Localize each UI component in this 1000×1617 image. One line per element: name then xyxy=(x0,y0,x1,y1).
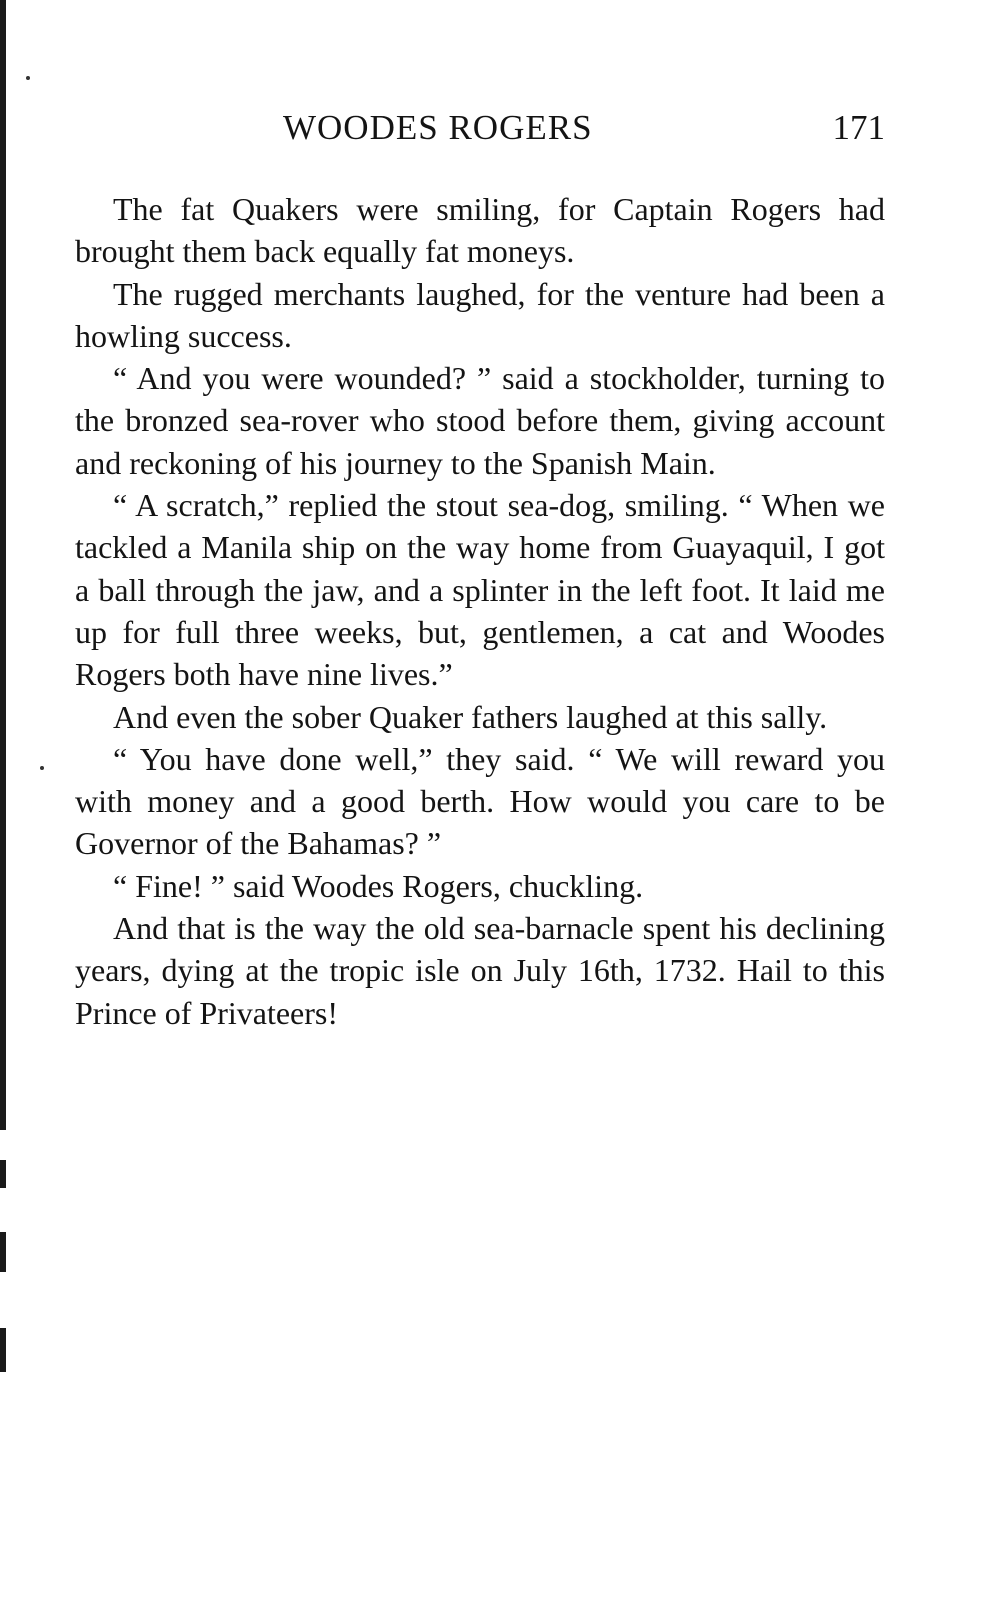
paragraph: And that is the way the old sea-barnacle spent his declining years, dying at the tropic isle on July 16th, 1732. Hail to this Prince of Privateers! xyxy=(75,910,885,1031)
paragraph: “ Fine! ” said Woodes Rogers, chuckling. xyxy=(113,867,644,904)
page-binding-edge xyxy=(0,0,6,1130)
paragraph: And even the sober Quaker fathers laughed at this sally. xyxy=(113,698,828,735)
paragraph: “ And you were wounded? ” said a stockholder, turning to the bronzed sea-rover who stood before them, giving account and reckoning of his journey to the Spanish Main. xyxy=(75,360,885,481)
paragraph: The rugged merchants laughed, for the venture had been a howling success. xyxy=(75,275,885,354)
paragraph: “ You have done well,” they said. “ We will reward you with money and a good berth. How would you care to be Governor of the Bahamas? ” xyxy=(75,740,885,862)
ink-speck xyxy=(26,76,30,80)
binding-mark xyxy=(0,1160,6,1188)
binding-mark xyxy=(0,1232,6,1272)
page-number: 171 xyxy=(832,108,885,147)
running-head xyxy=(75,108,885,158)
binding-mark xyxy=(0,1328,6,1372)
ink-speck xyxy=(40,766,44,770)
body-text xyxy=(75,188,885,1034)
running-title: WOODES ROGERS xyxy=(283,108,593,147)
paragraph: “ A scratch,” replied the stout sea-dog, smiling. “ When we tackled a Manila ship on the way home from Guayaquil, I got a ball through the jaw, and a splinter in the left foot. It laid me up for full three weeks, but, gentlemen, a cat and Woodes Rogers both have nine lives.” xyxy=(75,487,885,693)
paragraph: The fat Quakers were smiling, for Captain Rogers had brought them back equally fat moneys. xyxy=(75,191,885,270)
